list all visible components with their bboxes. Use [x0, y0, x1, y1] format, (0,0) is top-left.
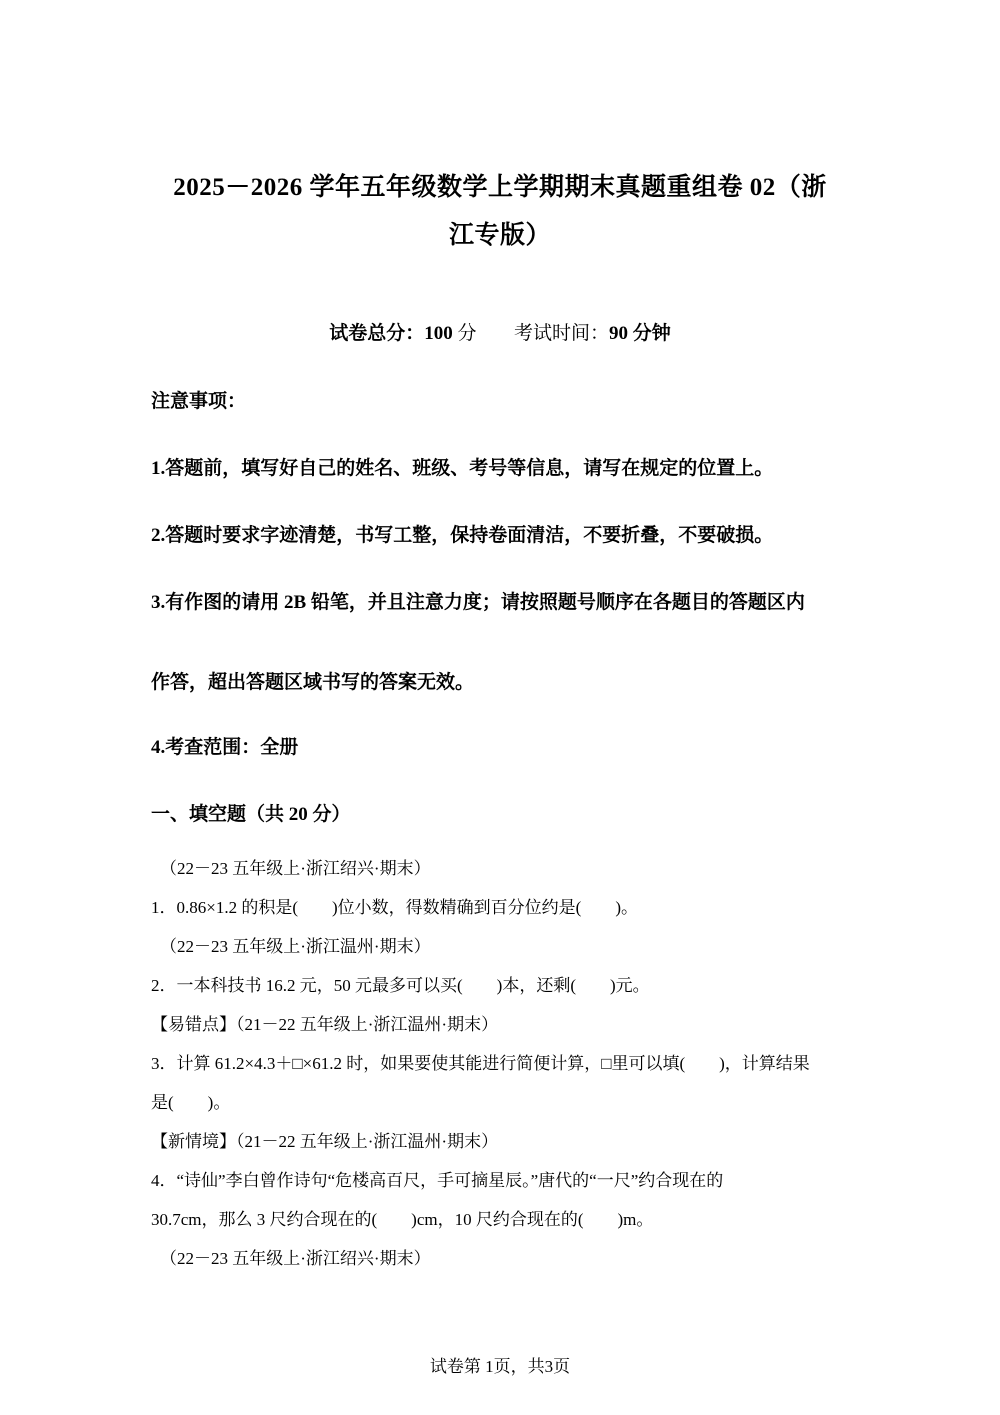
section-heading: 一、填空题（共 20 分）	[151, 804, 351, 825]
question-text: 4．“诗仙”李白曾作诗句“危楼高百尺，手可摘星辰。”唐代的“一尺”约合现在的	[151, 1171, 724, 1190]
note-item: 作答，超出答题区域书写的答案无效。	[151, 672, 475, 693]
question-source: 【易错点】（21－22 五年级上·浙江温州·期末）	[151, 1015, 499, 1034]
question-text: 1．0.86×1.2 的积是( )位小数，得数精确到百分位约是( )。	[151, 898, 638, 917]
exam-title-line-1: 2025－2026 学年五年级数学上学期期末真题重组卷 02（浙	[173, 174, 827, 201]
question-text: 2．一本科技书 16.2 元，50 元最多可以买( )本，还剩( )元。	[151, 976, 650, 995]
note-item: 3.有作图的请用 2B 铅笔，并且注意力度；请按照题号顺序在各题目的答题区内	[151, 592, 805, 613]
note-item: 1.答题前，填写好自己的姓名、班级、考号等信息，请写在规定的位置上。	[151, 458, 774, 479]
exam-info	[0, 322, 1000, 346]
question-source: 【新情境】（21－22 五年级上·浙江温州·期末）	[151, 1132, 499, 1151]
page-footer: 试卷第 1页，共3页	[429, 1357, 571, 1376]
exam-title-line-2: 江专版）	[448, 222, 551, 249]
question-source: （22－23 五年级上·浙江绍兴·期末）	[160, 859, 431, 878]
question-text: 是( )。	[151, 1093, 231, 1112]
question-text: 3．计算 61.2×4.3＋□×61.2 时，如果要使其能进行简便计算，□里可以填( )，计算结果	[151, 1054, 810, 1073]
exam-time-value: 90 分钟	[609, 323, 671, 344]
total-score-value: 100	[424, 323, 453, 344]
note-item: 4.考查范围：全册	[151, 737, 299, 758]
exam-time-label: 考试时间：	[514, 323, 610, 344]
note-item: 2.答题时要求字迹清楚，书写工整，保持卷面清洁，不要折叠，不要破损。	[151, 525, 774, 546]
question-source: （22－23 五年级上·浙江绍兴·期末）	[160, 1249, 431, 1268]
question-text: 30.7cm，那么 3 尺约合现在的( )cm，10 尺约合现在的( )m。	[151, 1210, 654, 1229]
question-source: （22－23 五年级上·浙江温州·期末）	[160, 937, 431, 956]
total-score-label: 试卷总分：	[329, 323, 425, 344]
total-score-unit: 分	[457, 323, 477, 344]
notes-heading: 注意事项：	[151, 391, 247, 412]
